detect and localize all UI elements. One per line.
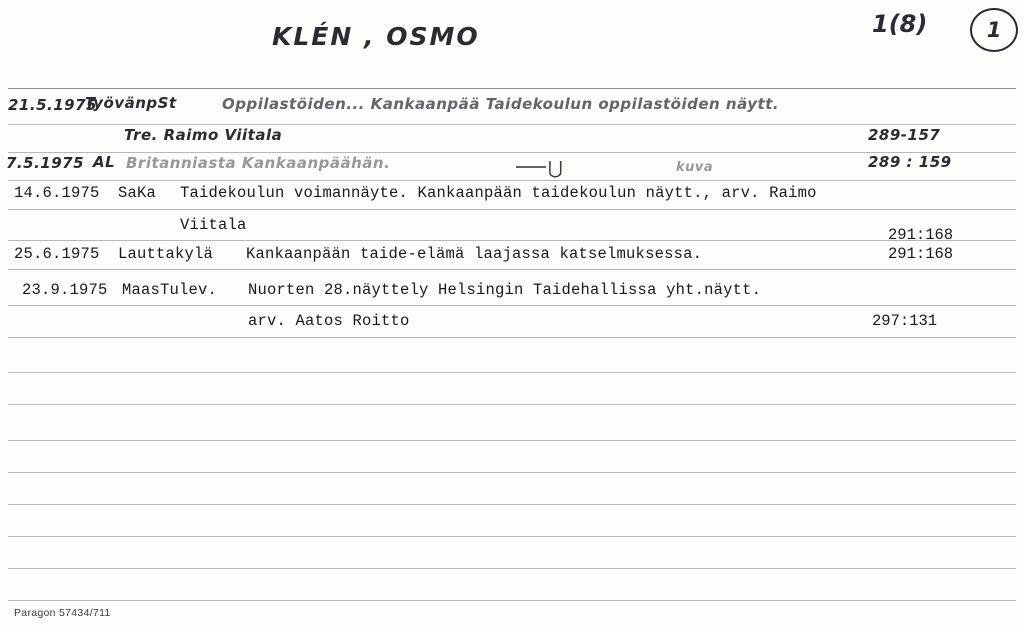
dash-mark bbox=[516, 166, 546, 168]
entry-date: 23.9.1975 bbox=[22, 281, 108, 299]
card-subject-name: KLÉN , OSMO bbox=[272, 22, 480, 51]
entry-source: AL bbox=[93, 153, 116, 171]
rule-line bbox=[8, 305, 1016, 306]
entry-reference: 289 : 159 bbox=[868, 153, 952, 171]
rule-line bbox=[8, 337, 1016, 338]
entry-title: Kankaanpään taide-elämä laajassa katselmuksessa. bbox=[246, 245, 703, 263]
entry-mid-note: kuva bbox=[676, 160, 714, 175]
rule-line bbox=[8, 472, 1016, 473]
rule-line bbox=[8, 269, 1016, 270]
page-indicator: 1(8) bbox=[872, 10, 928, 38]
entry-title: Oppilastöiden... Kankaanpää Taidekoulun oppilastöiden näytt. bbox=[222, 95, 780, 113]
rule-line bbox=[8, 152, 1016, 153]
rule-line bbox=[8, 209, 1016, 210]
entry-source: MaasTulev. bbox=[122, 281, 218, 299]
page-number-circled: 1 bbox=[970, 8, 1018, 52]
entry-date: 7.5.1975 bbox=[6, 154, 85, 172]
entry-date: 21.5.1975 bbox=[8, 96, 97, 114]
rule-line bbox=[8, 504, 1016, 505]
entry-reference: 297:131 bbox=[872, 312, 938, 330]
entry-source: SaKa bbox=[118, 184, 157, 202]
rule-line bbox=[8, 568, 1016, 569]
curve-mark: ⋃ bbox=[548, 158, 563, 179]
entry-second-line: Viitala bbox=[180, 216, 247, 234]
rule-line bbox=[8, 180, 1016, 181]
entry-reference: 289-157 bbox=[868, 126, 941, 144]
rule-line bbox=[8, 536, 1016, 537]
entry-title: Nuorten 28.näyttely Helsingin Taidehallissa yht.näytt. bbox=[248, 281, 762, 299]
entry-source: TyövänpSt bbox=[85, 94, 177, 112]
rule-line bbox=[8, 372, 1016, 373]
entry-second-line: Tre. Raimo Viitala bbox=[124, 126, 283, 144]
rule-line bbox=[8, 124, 1016, 125]
entry-date: 14.6.1975 bbox=[14, 184, 100, 202]
entry-second-line: arv. Aatos Roitto bbox=[248, 312, 410, 330]
form-code-footer: Paragon 57434/711 bbox=[14, 607, 111, 619]
rule-line bbox=[8, 600, 1016, 601]
entry-title: Taidekoulun voimannäyte. Kankaanpään taidekoulun näytt., arv. Raimo bbox=[180, 184, 817, 202]
entry-title: Britanniasta Kankaanpäähän. bbox=[126, 154, 391, 172]
rule-line bbox=[8, 440, 1016, 441]
rule-line bbox=[8, 240, 1016, 241]
entry-source: Lauttakylä bbox=[118, 245, 214, 263]
entry-date: 25.6.1975 bbox=[14, 245, 100, 263]
rule-line bbox=[8, 88, 1016, 89]
entry-reference: 291:168 bbox=[888, 245, 954, 263]
entry-reference: 291:168 bbox=[888, 226, 954, 244]
rule-line bbox=[8, 404, 1016, 405]
